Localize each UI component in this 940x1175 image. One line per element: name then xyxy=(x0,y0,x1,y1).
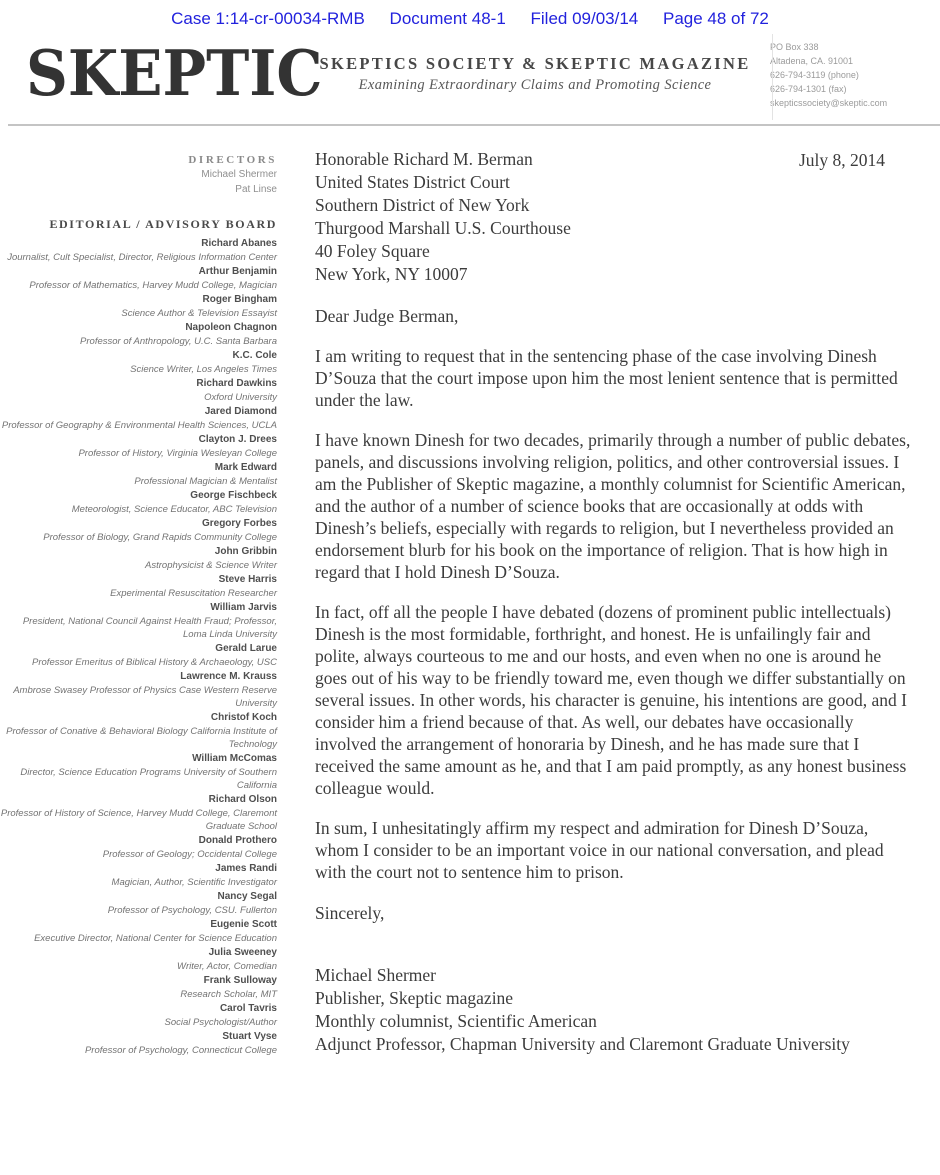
board-member-name: Roger Bingham xyxy=(202,294,277,305)
board-member xyxy=(0,377,277,404)
letterhead xyxy=(0,30,940,122)
board-member xyxy=(0,711,277,751)
board-member-affiliation: Astrophysicist & Science Writer xyxy=(145,560,277,571)
board-member-affiliation: Professional Magician & Mentalist xyxy=(134,476,277,487)
document-number: Document 48-1 xyxy=(389,9,506,28)
board-member xyxy=(0,265,277,292)
board-member xyxy=(0,433,277,460)
page-number: Page 48 of 72 xyxy=(663,9,769,28)
recipient-line: United States District Court xyxy=(315,172,510,192)
recipient-line: Thurgood Marshall U.S. Courthouse xyxy=(315,218,571,238)
board-member-affiliation: Professor of Psychology, CSU. Fullerton xyxy=(107,905,277,916)
letterhead-divider xyxy=(772,34,773,120)
board-member-affiliation: Ambrose Swasey Professor of Physics Case Western Reserve University xyxy=(13,685,277,709)
board-member-name: Mark Edward xyxy=(214,462,277,473)
board-member xyxy=(0,974,277,1001)
contact-line: skepticssociety@skeptic.com xyxy=(770,98,888,108)
organization-name: SKEPTICS SOCIETY & SKEPTIC MAGAZINE xyxy=(319,54,751,73)
board-member xyxy=(0,834,277,861)
board-member xyxy=(0,642,277,669)
board-member-name: Richard Olson xyxy=(208,794,277,805)
signature-block xyxy=(315,964,911,1056)
board-member-affiliation: President, National Council Against Health Fraud; Professor, Loma Linda University xyxy=(22,616,277,640)
contact-line: 626-794-1301 (fax) xyxy=(770,84,847,94)
recipient-line: Southern District of New York xyxy=(315,195,530,215)
letterhead-rule xyxy=(8,124,940,126)
directors-heading: DIRECTORS xyxy=(188,154,277,166)
board-member xyxy=(0,752,277,792)
board-member-name: Richard Dawkins xyxy=(196,378,277,389)
recipient-line: Honorable Richard M. Berman xyxy=(315,149,533,169)
director-name: Pat Linse xyxy=(235,184,277,195)
letter-paragraph: I am writing to request that in the sentencing phase of the case involving Dinesh D’Souza that the court impose upon him the most lenient sentence that is permitted under the law. xyxy=(315,346,898,410)
recipient-line: 40 Foley Square xyxy=(315,241,430,261)
board-member-name: Donald Prothero xyxy=(198,835,277,846)
board-member-name: Stuart Vyse xyxy=(222,1031,277,1042)
contact-line: 626-794-3119 (phone) xyxy=(770,70,859,80)
contact-block xyxy=(770,30,940,122)
salutation: Dear Judge Berman, xyxy=(315,306,459,326)
board-member-affiliation: Social Psychologist/Author xyxy=(164,1017,277,1028)
board-member-affiliation: Magician, Author, Scientific Investigator xyxy=(111,877,277,888)
page-body xyxy=(0,148,940,1058)
board-member xyxy=(0,489,277,516)
signature-line: Monthly columnist, Scientific American xyxy=(315,1011,597,1031)
letter-date: July 8, 2014 xyxy=(798,150,885,170)
board-member-name: K.C. Cole xyxy=(232,350,277,361)
board-member-name: Nancy Segal xyxy=(217,891,277,902)
board-member xyxy=(0,918,277,945)
board-member xyxy=(0,573,277,600)
board-member-name: Jared Diamond xyxy=(204,406,277,417)
board-member xyxy=(0,293,277,320)
board-member-affiliation: Research Scholar, MIT xyxy=(180,989,277,1000)
board-member xyxy=(0,670,277,710)
board-member-name: Gregory Forbes xyxy=(201,518,277,529)
case-caption xyxy=(0,9,940,29)
filed-date: Filed 09/03/14 xyxy=(530,9,639,28)
closing: Sincerely, xyxy=(315,903,385,923)
board-member-affiliation: Writer, Actor, Comedian xyxy=(177,961,277,972)
board-member xyxy=(0,890,277,917)
board-member xyxy=(0,1002,277,1029)
board-member-name: Christof Koch xyxy=(210,712,277,723)
board-member-name: Lawrence M. Krauss xyxy=(180,671,277,682)
board-member-affiliation: Director, Science Education Programs University of Southern California xyxy=(20,767,277,791)
board-member xyxy=(0,862,277,889)
board-member-name: Richard Abanes xyxy=(201,238,277,249)
masthead-sidebar xyxy=(0,148,277,1058)
board-member-name: Carol Tavris xyxy=(219,1003,277,1014)
board-member xyxy=(0,349,277,376)
board-member-name: James Randi xyxy=(215,863,277,874)
case-number: Case 1:14-cr-00034-RMB xyxy=(171,9,365,28)
recipient-line: New York, NY 10007 xyxy=(315,264,468,284)
signature-line: Publisher, Skeptic magazine xyxy=(315,988,514,1008)
board-member-name: William McComas xyxy=(192,753,277,764)
board-member-name: Frank Sulloway xyxy=(203,975,277,986)
board-member-affiliation: Meteorologist, Science Educator, ABC Television xyxy=(71,504,277,515)
board-member-name: Gerald Larue xyxy=(215,643,277,654)
board-member-affiliation: Professor Emeritus of Biblical History & Archaeology, USC xyxy=(32,657,277,668)
letter-paragraph: In sum, I unhesitatingly affirm my respect and admiration for Dinesh D’Souza, whom I consider to be an important voice in our national conversation, and plead with the court not to sentence him to prison. xyxy=(315,818,884,882)
signature-line: Michael Shermer xyxy=(315,965,436,985)
board-member-name: William Jarvis xyxy=(210,602,277,613)
board-member xyxy=(0,793,277,833)
board-member xyxy=(0,461,277,488)
contact-line: PO Box 338 xyxy=(770,42,819,52)
letter-paragraph: I have known Dinesh for two decades, primarily through a number of public debates, panels, and discussions involving religion, politics, and other controversial issues. I am the Publisher of Skeptic magazine, a monthly columnist for Scientific American, and the author of a number of science books that are occasionally at odds with Dinesh’s beliefs, especially with regards to religion, but I nevertheless provided an endorsement blurb for his book on the importance of religion. That is how high in regard that I hold Dinesh D’Souza. xyxy=(315,430,911,582)
board-member xyxy=(0,321,277,348)
board-member-name: Arthur Benjamin xyxy=(198,266,277,277)
board-member-affiliation: Professor of History of Science, Harvey Mudd College, Claremont Graduate School xyxy=(0,808,277,832)
signature-line: Adjunct Professor, Chapman University and Claremont Graduate University xyxy=(315,1034,850,1054)
board-heading: EDITORIAL / ADVISORY BOARD xyxy=(49,217,277,231)
board-member-affiliation: Professor of Biology, Grand Rapids Community College xyxy=(43,532,277,543)
board-member-affiliation: Experimental Resuscitation Researcher xyxy=(110,588,277,599)
board-member xyxy=(0,517,277,544)
board-member-affiliation: Executive Director, National Center for Science Education xyxy=(34,933,277,944)
board-member-affiliation: Professor of History, Virginia Wesleyan College xyxy=(78,448,277,459)
board-member-affiliation: Professor of Geology; Occidental College xyxy=(102,849,277,860)
board-member-name: Steve Harris xyxy=(218,574,277,585)
board-member-name: Julia Sweeney xyxy=(208,947,277,958)
board-member xyxy=(0,946,277,973)
board-member-affiliation: Science Writer, Los Angeles Times xyxy=(130,364,277,375)
board-member-affiliation: Oxford University xyxy=(204,392,277,403)
board-member-name: John Gribbin xyxy=(214,546,277,557)
board-member-affiliation: Professor of Anthropology, U.C. Santa Barbara xyxy=(80,336,277,347)
board-member-affiliation: Professor of Mathematics, Harvey Mudd College, Magician xyxy=(29,280,277,291)
director-name: Michael Shermer xyxy=(201,169,277,180)
board-member xyxy=(0,1030,277,1057)
contact-line: Altadena, CA. 91001 xyxy=(770,56,854,66)
board-member-affiliation: Professor of Conative & Behavioral Biology California Institute of Technology xyxy=(6,726,277,750)
skeptic-logo: SKEPTIC xyxy=(26,36,323,110)
board-member xyxy=(0,545,277,572)
board-member-name: Napoleon Chagnon xyxy=(185,322,277,333)
letterhead-center xyxy=(300,30,770,122)
board-member xyxy=(0,237,277,264)
letter-body xyxy=(315,148,911,1058)
board-member-affiliation: Professor of Geography & Environmental Health Sciences, UCLA xyxy=(1,420,277,431)
board-member xyxy=(0,601,277,641)
board-member-affiliation: Journalist, Cult Specialist, Director, Religious Information Center xyxy=(7,252,277,263)
letter-paragraph: In fact, off all the people I have debated (dozens of prominent public intellectuals) Dinesh is the most formidable, forthright, and honest. He is unfailingly fair and polite, always courteous to me and our hosts, and even when no one is around he goes out of his way to be friendly toward me, even though we differ substantially on several issues. In other words, his character is genuine, his intentions are good, and I consider him a friend because of that. As well, our debates have occasionally involved the arrangement of honoraria by Dinesh, and he has made sure that I received the same amount as he, and that I am paid promptly, as any honest business colleague would. xyxy=(315,602,907,798)
board-member-name: Clayton J. Drees xyxy=(198,434,277,445)
board-member xyxy=(0,405,277,432)
board-member-affiliation: Science Author & Television Essayist xyxy=(121,308,277,319)
organization-tagline: Examining Extraordinary Claims and Promoting Science xyxy=(358,77,712,93)
board-member-name: George Fischbeck xyxy=(190,490,277,501)
board-member-affiliation: Professor of Psychology, Connecticut College xyxy=(84,1045,277,1056)
board-member-name: Eugenie Scott xyxy=(210,919,277,930)
